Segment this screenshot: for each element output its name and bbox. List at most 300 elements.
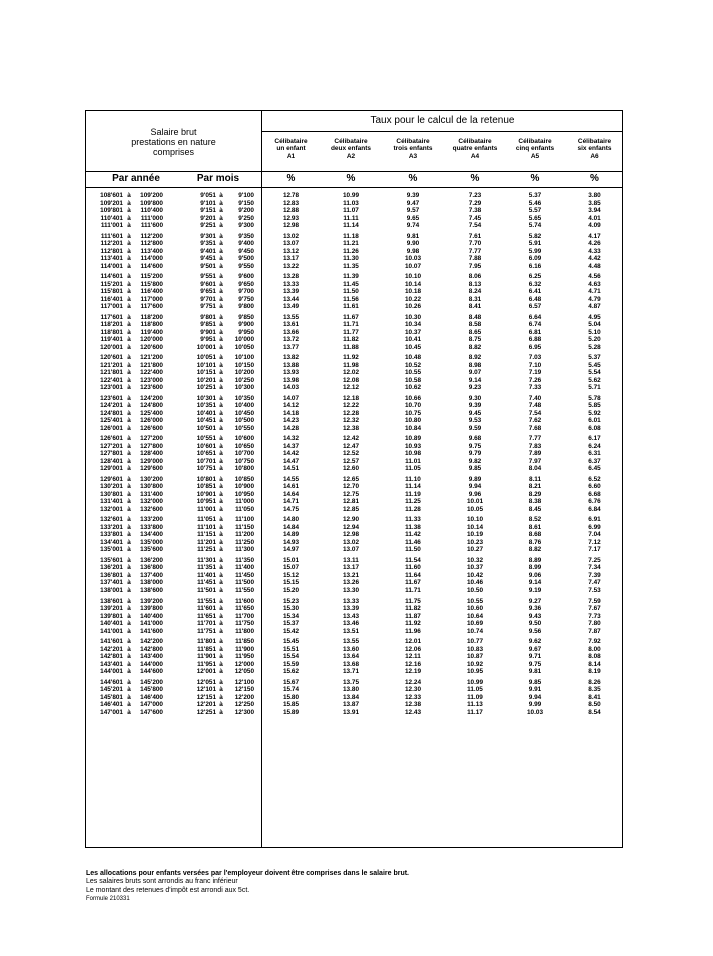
sep: à	[127, 523, 131, 531]
rate-a6: 7.80	[588, 620, 601, 627]
annual-from: 116'401	[100, 295, 123, 303]
rate-a1: 15.42	[283, 627, 299, 635]
rate-a4: 8.13	[468, 280, 482, 288]
table-row	[86, 417, 624, 424]
rate-a5: 8.76	[528, 538, 542, 546]
monthly-from: 10'351	[196, 402, 216, 410]
monthly-to: 11'350	[235, 556, 254, 564]
rate-a1: 15.59	[283, 660, 299, 668]
rate-a6: 7.34	[588, 564, 601, 572]
monthly-from: 11'851	[197, 645, 216, 653]
sep: à	[219, 369, 223, 377]
rate-a1: 14.64	[283, 490, 299, 498]
monthly-from: 10'551	[196, 435, 216, 443]
sep: à	[127, 483, 131, 491]
table-row	[86, 281, 624, 288]
divider	[261, 131, 622, 132]
sep: à	[219, 638, 223, 646]
rate-a1: 15.30	[283, 605, 299, 612]
annual-from: 138'001	[100, 586, 123, 594]
monthly-to: 11'250	[235, 538, 254, 546]
annual-from: 117'001	[100, 303, 123, 311]
sep: à	[219, 701, 223, 709]
tax-rate-table	[85, 110, 623, 848]
annual-from: 124'201	[100, 402, 123, 410]
table-row	[86, 668, 624, 675]
rate-a1: 15.80	[283, 693, 299, 701]
monthly-to: 9'400	[238, 240, 254, 248]
monthly-to: 11'600	[235, 597, 254, 605]
rate-a2: 10.99	[343, 192, 359, 199]
rate-a1: 13.39	[283, 288, 299, 296]
monthly-to: 11'550	[235, 586, 254, 594]
annual-from: 121'801	[100, 369, 123, 377]
rate-a1: 13.33	[283, 280, 299, 288]
sep: à	[219, 343, 223, 351]
annual-to: 141'600	[140, 627, 163, 635]
rate-a6: 8.14	[588, 660, 601, 668]
monthly-to: 11'150	[235, 523, 254, 531]
rate-a5: 8.38	[528, 498, 542, 506]
rate-a6: 4.79	[588, 295, 601, 303]
table-row	[86, 694, 624, 701]
table-row	[86, 240, 624, 247]
monthly-to: 9'650	[238, 280, 254, 288]
monthly-to: 10'550	[234, 424, 254, 432]
rate-a3: 12.11	[405, 653, 421, 661]
rate-a1: 13.93	[283, 369, 299, 377]
rate-a4: 10.87	[467, 653, 483, 661]
sep: à	[127, 597, 131, 605]
rate-a4: 11.05	[467, 686, 483, 694]
rate-a2: 11.39	[343, 273, 359, 281]
rate-a1: 13.55	[283, 313, 299, 321]
rate-a5: 7.68	[528, 424, 542, 432]
monthly-from: 11'251	[197, 546, 216, 554]
rate-a5: 8.29	[528, 490, 542, 498]
sep: à	[219, 708, 223, 716]
rate-a4: 10.74	[467, 627, 483, 635]
monthly-to: 9'850	[238, 313, 254, 321]
rate-a3: 12.06	[405, 645, 421, 653]
sep: à	[219, 424, 223, 432]
table-row	[86, 354, 624, 361]
rate-a5: 7.26	[528, 376, 542, 384]
rate-a6: 4.48	[588, 262, 601, 270]
annual-from: 143'401	[100, 660, 123, 668]
table-row	[86, 498, 624, 505]
rate-a3: 12.38	[405, 701, 421, 709]
rate-a5: 9.71	[528, 653, 542, 661]
rate-a5: 5.37	[528, 192, 542, 199]
rate-a3: 12.33	[405, 693, 421, 701]
rate-a5: 6.81	[528, 328, 542, 336]
annual-to: 142'200	[140, 638, 163, 646]
rate-a3: 11.87	[405, 612, 421, 620]
rate-a6: 4.33	[588, 247, 601, 255]
monthly-from: 11'201	[197, 538, 216, 546]
rate-a1: 13.98	[283, 376, 299, 384]
sep: à	[127, 498, 131, 506]
rate-a2: 12.22	[343, 402, 359, 410]
annual-from: 114'001	[100, 262, 123, 270]
table-row	[86, 273, 624, 280]
rate-a5: 8.89	[528, 556, 542, 564]
rate-a1: 13.77	[283, 343, 299, 351]
monthly-to: 11'400	[235, 564, 254, 572]
annual-from: 124'801	[100, 409, 123, 417]
monthly-to: 10'700	[234, 450, 254, 458]
rate-a5: 7.40	[528, 394, 542, 402]
rate-a3: 10.55	[405, 369, 421, 377]
annual-to: 121'200	[140, 354, 163, 362]
sep: à	[219, 402, 223, 410]
rate-a1: 13.61	[283, 321, 299, 329]
monthly-from: 11'451	[197, 579, 216, 587]
monthly-from: 11'801	[197, 638, 216, 646]
monthly-from: 11'001	[197, 505, 216, 513]
rate-a3: 11.38	[405, 523, 421, 531]
rate-a2: 12.08	[343, 376, 359, 384]
rate-a3: 11.28	[405, 505, 421, 513]
rate-a4: 10.69	[467, 620, 483, 627]
rate-a5: 7.83	[528, 442, 542, 450]
monthly-to: 10'850	[234, 475, 254, 483]
rate-a4: 8.58	[468, 321, 482, 329]
rate-a1: 13.88	[283, 361, 299, 369]
monthly-to: 10'350	[234, 394, 254, 402]
annual-from: 133'201	[100, 523, 123, 531]
rate-a1: 13.82	[283, 354, 299, 362]
sep: à	[219, 693, 223, 701]
rate-a2: 13.71	[343, 668, 359, 676]
annual-to: 124'200	[140, 394, 163, 402]
annual-from: 126'001	[100, 424, 123, 432]
rate-a6: 4.56	[588, 273, 601, 281]
rate-a6: 6.60	[588, 483, 601, 491]
rate-a5: 9.19	[528, 586, 542, 594]
rate-a4: 8.06	[468, 273, 482, 281]
table-row	[86, 506, 624, 513]
rate-a5: 9.94	[528, 693, 542, 701]
rate-a6: 5.71	[588, 384, 601, 392]
annual-to: 136'200	[140, 556, 163, 564]
rate-a5: 9.99	[528, 701, 542, 709]
rate-a6: 8.00	[588, 645, 601, 653]
monthly-from: 10'951	[196, 498, 216, 506]
monthly-to: 11'950	[235, 653, 254, 661]
rate-a3: 10.58	[405, 376, 421, 384]
sep: à	[127, 457, 131, 465]
rate-a5: 6.16	[528, 262, 542, 270]
monthly-to: 10'900	[234, 483, 254, 491]
sep: à	[127, 645, 131, 653]
annual-from: 142'201	[100, 645, 123, 653]
sep: à	[219, 192, 223, 199]
rate-a2: 13.21	[343, 571, 359, 579]
rate-a1: 15.34	[283, 612, 299, 620]
annual-from: 115'801	[100, 288, 123, 296]
monthly-from: 11'751	[197, 627, 216, 635]
sep: à	[219, 295, 223, 303]
sep: à	[219, 653, 223, 661]
sep: à	[219, 660, 223, 668]
rate-a4: 7.38	[468, 207, 482, 214]
annual-from: 145'801	[100, 693, 123, 701]
annual-from: 118'201	[100, 321, 123, 329]
annual-to: 122'400	[140, 369, 163, 377]
annual-to: 112'200	[140, 232, 163, 240]
sep: à	[127, 361, 131, 369]
table-row	[86, 377, 624, 384]
table-row	[86, 628, 624, 635]
rate-a4: 9.94	[468, 483, 482, 491]
annual-from: 108'601	[100, 192, 123, 199]
rate-a6: 4.26	[588, 240, 601, 248]
rate-a6: 5.04	[588, 321, 601, 329]
monthly-from: 9'251	[200, 222, 216, 229]
annual-to: 124'800	[140, 402, 163, 410]
rate-a3: 11.46	[405, 538, 421, 546]
monthly-to: 10'800	[234, 465, 254, 473]
table-row	[86, 646, 624, 653]
rate-a2: 13.84	[343, 693, 359, 701]
rate-a6: 6.24	[588, 442, 601, 450]
table-row	[86, 701, 624, 708]
rate-a3: 11.19	[405, 490, 421, 498]
table-row	[86, 516, 624, 523]
monthly-from: 11'151	[197, 531, 216, 539]
rate-a2: 11.77	[343, 328, 359, 336]
annual-to: 145'800	[140, 686, 163, 694]
monthly-to: 10'500	[234, 417, 254, 425]
rate-a1: 13.12	[283, 247, 299, 255]
sep: à	[127, 701, 131, 709]
rate-a1: 15.51	[283, 645, 299, 653]
rate-a3: 11.42	[405, 531, 421, 539]
rate-a5: 8.04	[528, 465, 542, 473]
rate-a1: 12.98	[283, 222, 299, 229]
monthly-from: 10'851	[196, 483, 216, 491]
annual-to: 111'600	[140, 222, 163, 229]
monthly-from: 11'951	[197, 660, 216, 668]
rate-a2: 11.18	[343, 232, 359, 240]
sep: à	[127, 240, 131, 248]
rate-a5: 6.32	[528, 280, 542, 288]
monthly-to: 9'450	[238, 247, 254, 255]
rate-a6: 8.41	[588, 693, 601, 701]
annual-from: 131'401	[100, 498, 123, 506]
rate-a2: 13.17	[343, 564, 359, 572]
sep: à	[219, 262, 223, 270]
par-annee-header: Par année	[112, 173, 160, 184]
monthly-from: 10'001	[196, 343, 216, 351]
monthly-to: 10'250	[234, 376, 254, 384]
rate-a3: 11.25	[405, 498, 421, 506]
rate-a5: 7.62	[528, 417, 542, 425]
rate-a2: 12.02	[343, 369, 359, 377]
monthly-to: 12'000	[234, 660, 254, 668]
rate-a2: 12.47	[343, 442, 359, 450]
rate-a6: 5.62	[588, 376, 601, 384]
annual-from: 115'201	[100, 280, 123, 288]
pct-header: %	[530, 173, 540, 184]
annual-to: 144'000	[140, 660, 163, 668]
sep: à	[219, 586, 223, 594]
salary-header: Salaire brut prestations en nature comprises	[131, 127, 216, 157]
footnotes	[86, 870, 409, 904]
rate-a3: 11.54	[405, 556, 421, 564]
sep: à	[219, 505, 223, 513]
table-row	[86, 539, 624, 546]
rate-a5: 9.81	[528, 668, 542, 676]
sep: à	[219, 222, 223, 229]
rate-a2: 13.60	[343, 645, 359, 653]
monthly-from: 12'051	[196, 678, 216, 686]
sep: à	[219, 538, 223, 546]
rate-a2: 13.64	[343, 653, 359, 661]
rate-a2: 11.45	[343, 280, 359, 288]
rate-a4: 10.55	[467, 597, 483, 605]
rate-a2: 12.18	[343, 394, 359, 402]
monthly-to: 9'950	[238, 328, 254, 336]
monthly-from: 10'501	[196, 424, 216, 432]
sep: à	[127, 564, 131, 572]
sep: à	[127, 394, 131, 402]
monthly-to: 9'750	[238, 295, 254, 303]
annual-to: 115'800	[140, 280, 163, 288]
annual-to: 113'400	[140, 247, 163, 255]
rate-a5: 6.64	[528, 313, 542, 321]
sep: à	[127, 475, 131, 483]
rate-a4: 10.19	[467, 531, 483, 539]
sep: à	[127, 354, 131, 362]
monthly-from: 9'351	[200, 240, 216, 248]
rate-a5: 9.36	[528, 605, 542, 612]
rate-a4: 7.77	[468, 247, 482, 255]
rate-a3: 9.39	[406, 192, 420, 199]
table-row	[86, 443, 624, 450]
annual-from: 136'201	[100, 564, 123, 572]
annual-from: 110'401	[100, 214, 123, 222]
annual-from: 123'001	[100, 384, 123, 392]
rate-a1: 15.37	[283, 620, 299, 627]
rate-a3: 10.37	[405, 328, 421, 336]
sep: à	[219, 490, 223, 498]
monthly-from: 9'501	[200, 262, 216, 270]
table-row	[86, 620, 624, 627]
rate-a6: 7.59	[588, 597, 601, 605]
rate-a4: 8.75	[468, 336, 482, 344]
sep: à	[127, 424, 131, 432]
rate-a1: 14.03	[283, 384, 299, 392]
annual-from: 125'401	[100, 417, 123, 425]
monthly-to: 11'900	[235, 645, 254, 653]
sep: à	[219, 273, 223, 281]
rate-a5: 5.57	[528, 207, 542, 214]
sep: à	[127, 586, 131, 594]
rate-a4: 9.53	[468, 417, 482, 425]
sep: à	[219, 384, 223, 392]
rate-a3: 9.98	[406, 247, 420, 255]
sep: à	[127, 605, 131, 612]
sep: à	[127, 232, 131, 240]
note-rounding-tax: Le montant des retenues d'impôt est arrondi aux 5ct.	[86, 886, 250, 894]
sep: à	[219, 199, 223, 207]
sep: à	[127, 579, 131, 587]
annual-from: 109'801	[100, 207, 123, 214]
rate-a6: 6.76	[588, 498, 601, 506]
sep: à	[127, 708, 131, 716]
rate-a6: 6.91	[588, 516, 601, 524]
annual-to: 132'600	[140, 505, 163, 513]
sep: à	[219, 556, 223, 564]
rate-a4: 10.05	[467, 505, 483, 513]
annual-to: 123'000	[140, 376, 163, 384]
sep: à	[219, 678, 223, 686]
annual-to: 127'800	[140, 442, 163, 450]
rate-a4: 11.17	[467, 708, 483, 716]
rate-a2: 12.60	[343, 465, 359, 473]
divider	[86, 171, 622, 172]
table-row	[86, 598, 624, 605]
annual-to: 128'400	[140, 450, 163, 458]
rate-a1: 14.75	[283, 505, 299, 513]
table-row	[86, 653, 624, 660]
rate-a4: 10.83	[467, 645, 483, 653]
rate-a4: 10.42	[467, 571, 483, 579]
rate-a1: 14.71	[283, 498, 299, 506]
rate-a5: 9.06	[528, 571, 542, 579]
sep: à	[127, 516, 131, 524]
monthly-from: 10'451	[196, 417, 216, 425]
rate-a4: 9.45	[468, 409, 482, 417]
monthly-to: 11'850	[235, 638, 254, 646]
monthly-to: 9'250	[238, 214, 254, 222]
sep: à	[127, 369, 131, 377]
rate-a2: 13.39	[343, 605, 359, 612]
rate-a4: 7.88	[468, 255, 482, 263]
sep: à	[127, 255, 131, 263]
rate-a1: 14.61	[283, 483, 299, 491]
sep: à	[127, 222, 131, 229]
rate-a3: 10.75	[405, 409, 421, 417]
rate-a1: 14.28	[283, 424, 299, 432]
annual-from: 141'601	[100, 638, 123, 646]
annual-to: 133'800	[140, 523, 163, 531]
sep: à	[219, 516, 223, 524]
rate-a1: 15.12	[283, 571, 299, 579]
rate-a2: 11.56	[343, 295, 359, 303]
category-a6: Célibataire six enfants A6	[577, 138, 612, 160]
monthly-from: 9'201	[200, 214, 216, 222]
annual-to: 139'200	[140, 597, 163, 605]
monthly-from: 11'401	[197, 571, 216, 579]
annual-from: 146'401	[100, 701, 123, 709]
sep: à	[219, 361, 223, 369]
rate-a3: 11.05	[405, 465, 421, 473]
table-row	[86, 450, 624, 457]
rate-a2: 12.28	[343, 409, 359, 417]
rate-a4: 10.37	[467, 564, 483, 572]
sep: à	[127, 668, 131, 676]
rate-a2: 13.33	[343, 597, 359, 605]
sep: à	[127, 192, 131, 199]
category-a5: Célibataire cinq enfants A5	[515, 138, 555, 160]
rate-a3: 12.19	[405, 668, 421, 676]
rate-a1: 14.47	[283, 457, 299, 465]
rate-a2: 13.46	[343, 620, 359, 627]
